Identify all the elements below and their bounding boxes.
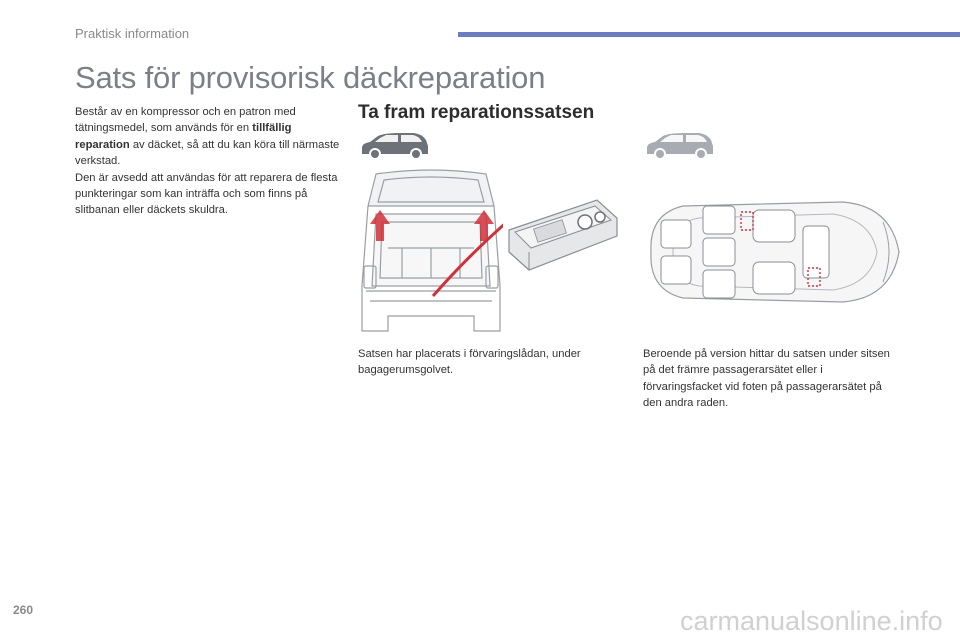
intro-line2: Den är avsedd att användas för att reparera de flesta punkteringar som kan inträffa och som finns på slitbanan eller däckets skuldra.	[75, 171, 338, 217]
intro-part2: av däcket, så att du kan köra till närmaste verkstad.	[75, 138, 340, 168]
header-bar	[458, 32, 960, 37]
car-side-light-icon	[643, 130, 717, 162]
cabin-caption: Beroende på version hittar du satsen under sitsen på det främre passagerarsätet eller i förvaringsfacket vid foten på passagerarsätet på den andra raden.	[643, 348, 890, 410]
section-label: Praktisk information	[75, 26, 190, 41]
cabin-top-view-illustration	[643, 192, 903, 312]
intro-text	[75, 104, 345, 219]
intro-bold: tillfällig reparation	[75, 122, 292, 151]
sub-heading: Ta fram reparationssatsen	[358, 102, 595, 123]
trunk-caption: Satsen har placerats i förvaringslådan, under bagagerumsgolvet.	[358, 348, 581, 377]
open-trunk-illustration	[358, 166, 503, 336]
page-number: 260	[13, 603, 34, 617]
page-title: Sats för provisorisk däckreparation	[75, 60, 546, 95]
watermark: carmanualsonline.info	[680, 606, 943, 636]
repair-kit-illustration	[505, 196, 620, 276]
intro-part1: Består av en kompressor och en patron med tätningsmedel, som används för en	[75, 106, 296, 135]
car-side-dark-icon	[358, 130, 432, 162]
